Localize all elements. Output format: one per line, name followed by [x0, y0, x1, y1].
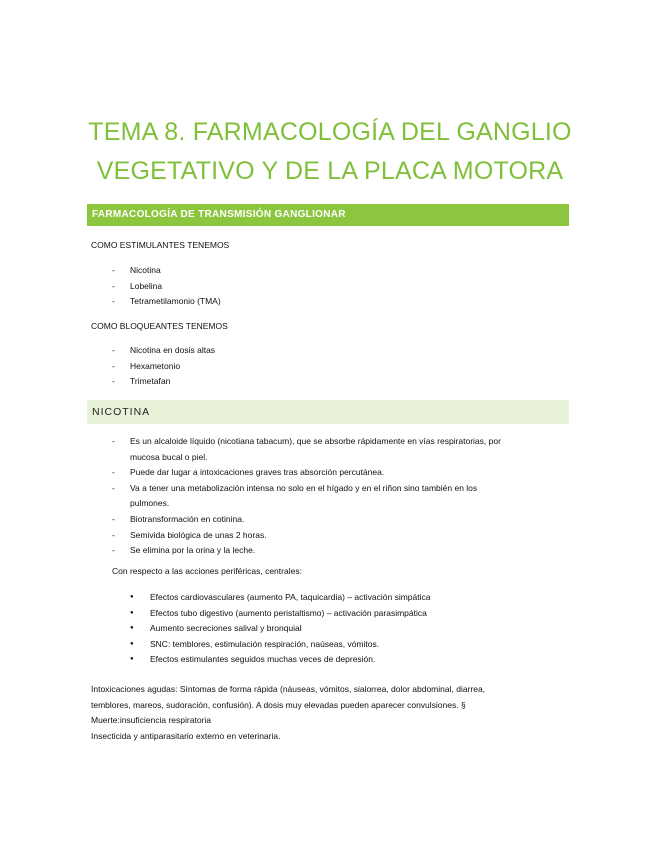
- list-item-continuation: mucosa bucal o piel.: [130, 451, 208, 462]
- page-title: [60, 113, 600, 191]
- blockers-label: COMO BLOQUEANTES TENEMOS: [91, 321, 228, 331]
- paragraph-line: Muerte:insuficiencia respiratoria: [91, 715, 211, 726]
- list-item: - Biotransformación en cotinina.: [112, 513, 245, 524]
- list-item: - Lobelina: [130, 279, 221, 295]
- blockers-list: [130, 343, 215, 390]
- list-item: - Trimetafan: [130, 374, 215, 390]
- list-item: ● Efectos cardiovasculares (aumento PA, taquicardia) – activación simpática: [150, 590, 430, 606]
- list-item: - Nicotina en dosis altas: [130, 343, 215, 359]
- closing-paragraph: [91, 682, 571, 744]
- list-item: ● Aumento secreciones salival y bronquial: [150, 621, 430, 637]
- list-item: - Puede dar lugar a intoxicaciones graves tras absorción percutánea.: [112, 467, 385, 478]
- title-line-2: VEGETATIVO Y DE LA PLACA MOTORA: [96, 157, 564, 185]
- section-heading-ganglionar: FARMACOLOGÍA DE TRANSMISIÓN GANGLIONAR: [87, 204, 569, 226]
- paragraph-line: temblores, mareos, sudoración, confusión). A dosis muy elevadas pueden aparecer convulsiones. §: [91, 699, 466, 710]
- title-line-1: TEMA 8. FARMACOLOGÍA DEL GANGLIO: [88, 118, 572, 146]
- paragraph-line: Intoxicaciones agudas: Síntomas de forma rápida (náuseas, vómitos, sialorrea, dolor abdominal, diarrea,: [91, 684, 486, 694]
- list-item: ● SNC: temblores, estimulación respiración, naúseas, vómitos.: [150, 637, 430, 653]
- paragraph-line: Insecticida y antiparasitario externo en veterinaria.: [91, 730, 281, 741]
- list-item-continuation: pulmones.: [130, 498, 170, 509]
- stimulants-label: COMO ESTIMULANTES TENEMOS: [91, 240, 230, 250]
- effects-list: [150, 590, 430, 668]
- list-item: - Nicotina: [130, 263, 221, 279]
- stimulants-list: [130, 263, 221, 310]
- section-heading-nicotina: NICOTINA: [87, 400, 569, 424]
- nicotina-list: [112, 434, 501, 559]
- list-item: ● Efectos tubo digestivo (aumento peristaltismo) – activación parasimpática: [150, 606, 430, 622]
- list-item: - Hexametonio: [130, 359, 215, 375]
- list-item: - Es un alcaloide líquido (nicotiana tabacum), que se absorbe rápidamente en vías respiratorias, por: [112, 436, 501, 446]
- list-item: - Tetrametilamonio (TMA): [130, 294, 221, 310]
- peripheral-actions-label: Con respecto a las acciones periféricas, centrales:: [112, 566, 302, 576]
- list-item: ● Efectos estimulantes seguidos muchas veces de depresión.: [150, 652, 430, 668]
- list-item: - Semivida biológica de unas 2 horas.: [112, 529, 267, 540]
- list-item: - Va a tener una metabolización intensa no solo en el hígado y en el riñon sino también en los: [112, 482, 478, 493]
- list-item: - Se elimina por la orina y la leche.: [112, 545, 256, 556]
